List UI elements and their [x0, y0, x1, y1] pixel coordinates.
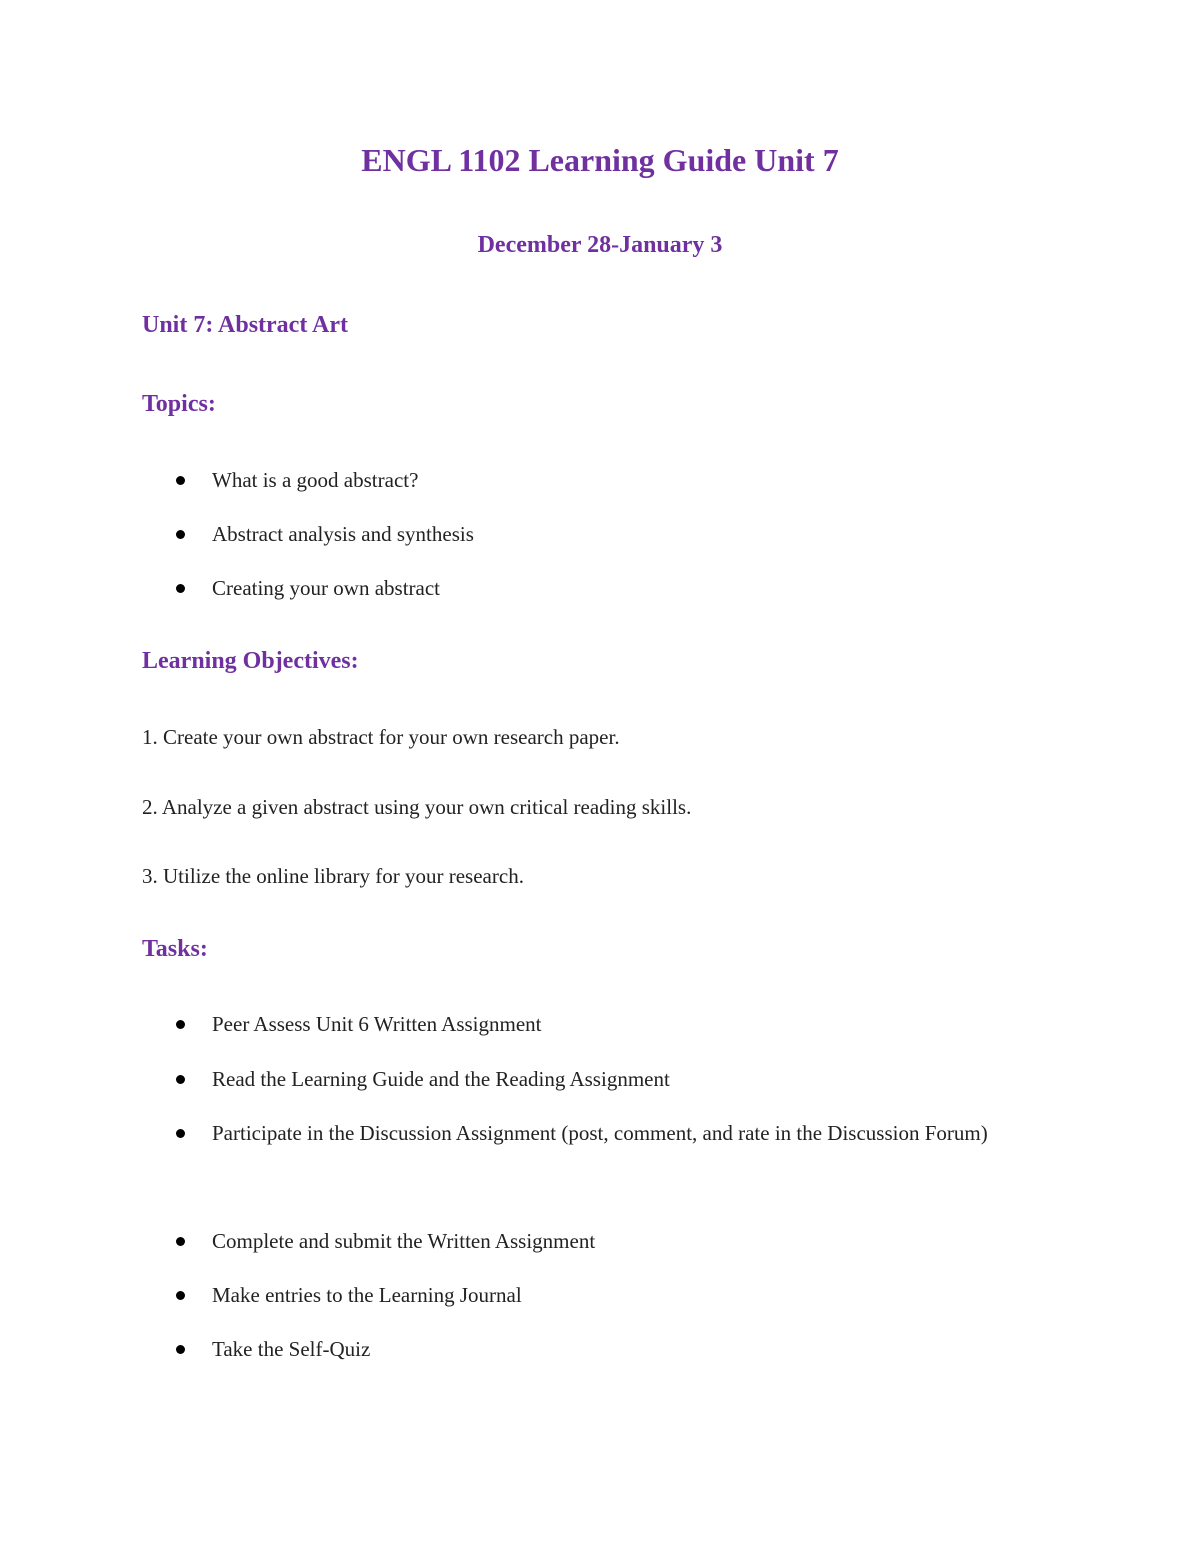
- list-item: [142, 1052, 1042, 1106]
- list-item-text: What is a good abstract?: [212, 468, 419, 492]
- objectives-heading: Learning Objectives:: [142, 648, 359, 674]
- bullet-icon: [176, 1129, 185, 1138]
- list-item-text: Creating your own abstract: [212, 576, 441, 600]
- bullet-icon: [176, 1345, 185, 1354]
- objective-item: 3. Utilize the online library for your research.: [142, 864, 524, 888]
- date-range: December 28-January 3: [477, 232, 723, 258]
- topics-heading: Topics:: [142, 391, 216, 417]
- list-item: [142, 1106, 1022, 1160]
- bullet-icon: [176, 1020, 185, 1029]
- document-title: ENGL 1102 Learning Guide Unit 7: [361, 142, 839, 178]
- list-item-text: Participate in the Discussion Assignment (post, comment, and rate in the Discussion Forum): [212, 1121, 988, 1145]
- list-item-text: Take the Self-Quiz: [212, 1337, 371, 1361]
- bullet-icon: [176, 1075, 185, 1084]
- list-item-text: Abstract analysis and synthesis: [212, 522, 474, 546]
- bullet-icon: [176, 1291, 185, 1300]
- bullet-icon: [176, 476, 185, 485]
- list-item: [142, 997, 1042, 1051]
- list-item-text: Make entries to the Learning Journal: [212, 1283, 522, 1307]
- objective-item: 2. Analyze a given abstract using your own critical reading skills.: [142, 795, 692, 819]
- list-item: [142, 507, 1042, 561]
- list-item: [142, 1322, 1042, 1376]
- objective-item: 1. Create your own abstract for your own research paper.: [142, 725, 620, 749]
- list-item: [142, 1268, 1042, 1322]
- bullet-icon: [176, 1237, 185, 1246]
- list-item-text: Read the Learning Guide and the Reading Assignment: [212, 1067, 670, 1091]
- list-item: [142, 561, 1042, 615]
- bullet-icon: [176, 530, 185, 539]
- unit-heading: Unit 7: Abstract Art: [142, 312, 348, 338]
- bullet-icon: [176, 584, 185, 593]
- list-item: [142, 453, 1042, 507]
- list-item-text: Peer Assess Unit 6 Written Assignment: [212, 1012, 542, 1036]
- tasks-heading: Tasks:: [142, 936, 208, 962]
- list-item: [142, 1214, 1042, 1268]
- list-item-text: Complete and submit the Written Assignment: [212, 1229, 596, 1253]
